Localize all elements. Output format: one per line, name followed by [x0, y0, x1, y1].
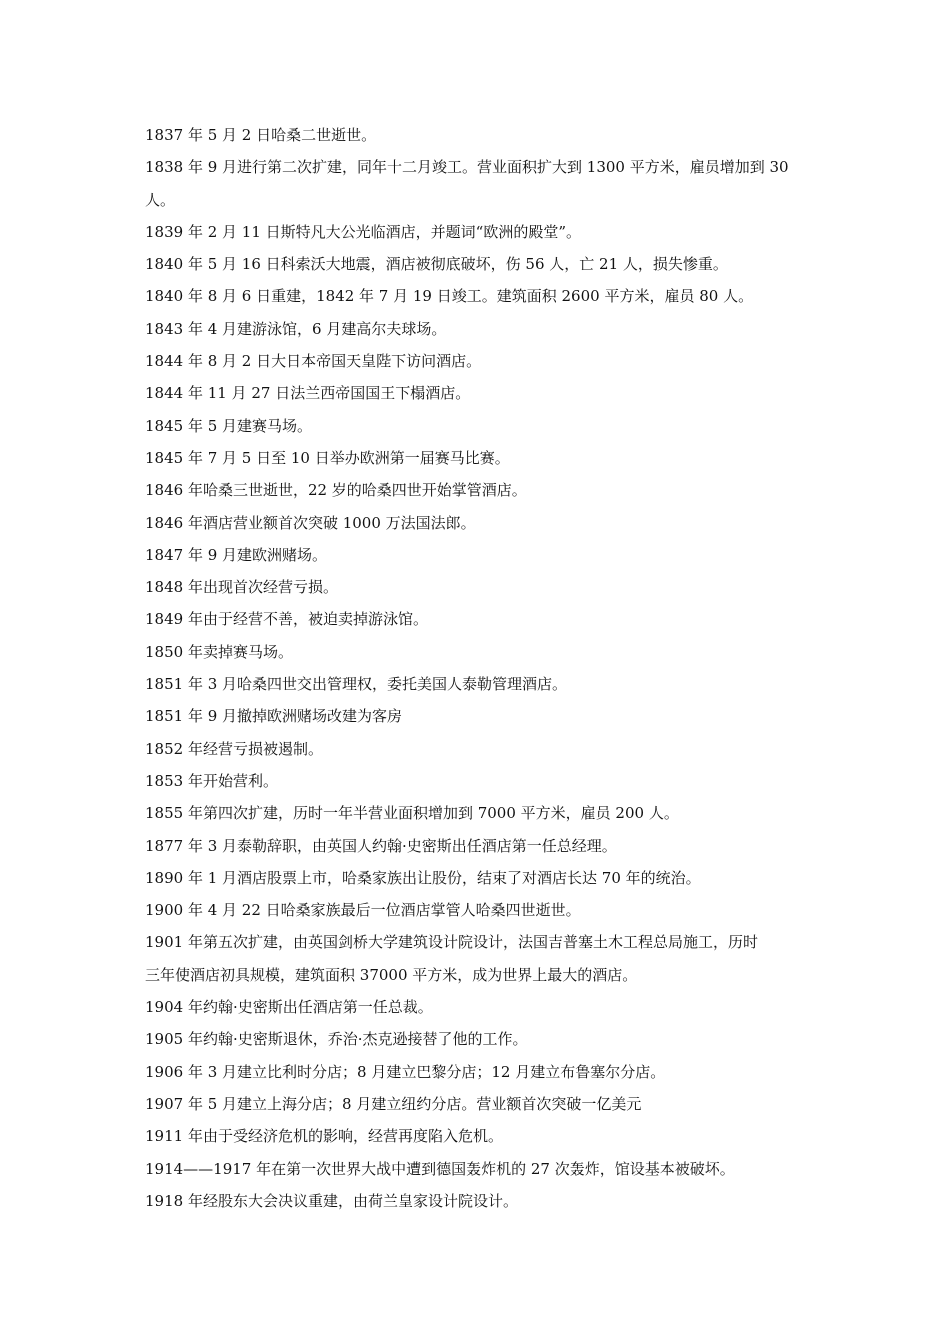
text-line-1: 1837 年 5 月 2 日哈桑二世逝世。: [145, 126, 377, 144]
text-line-3: 人。: [145, 190, 176, 209]
text-line-24: 1890 年 1 月酒店股票上市，哈桑家族出让股份，结束了对酒店长达 70 年的统治。: [145, 868, 701, 887]
text-line-4: 1839 年 2 月 11 日斯特凡大公光临酒店，并题词“欧洲的殿堂”。: [145, 222, 581, 241]
text-line-19: 1851 年 9 月撤掉欧洲赌场改建为客房: [145, 707, 403, 726]
text-line-8: 1844 年 8 月 2 日大日本帝国天皇陛下访问酒店。: [145, 352, 482, 371]
text-line-13: 1846 年酒店营业额首次突破 1000 万法国法郎。: [145, 513, 476, 532]
document-page: [145, 119, 825, 1217]
text-line-33: 1914——1917 年在第一次世界大战中遭到德国轰炸机的 27 次轰炸，馆设基本被破坏。: [145, 1159, 735, 1178]
text-line-11: 1845 年 7 月 5 日至 10 日举办欧洲第一届赛马比赛。: [145, 448, 510, 467]
text-line-9: 1844 年 11 月 27 日法兰西帝国国王下榻酒店。: [145, 384, 471, 403]
text-line-23: 1877 年 3 月泰勒辞职，由英国人约翰·史密斯出任酒店第一任总经理。: [145, 836, 617, 855]
text-line-2: 1838 年 9 月进行第二次扩建，同年十二月竣工。营业面积扩大到 1300 平方米，雇员增加到 30: [145, 158, 789, 177]
text-line-17: 1850 年卖掉赛马场。: [145, 642, 293, 661]
text-line-21: 1853 年开始营利。: [145, 771, 278, 790]
text-line-15: 1848 年出现首次经营亏损。: [145, 578, 338, 597]
text-line-28: 1904 年约翰·史密斯出任酒店第一任总裁。: [145, 998, 433, 1017]
text-line-18: 1851 年 3 月哈桑四世交出管理权，委托美国人泰勒管理酒店。: [145, 675, 568, 694]
text-line-32: 1911 年由于受经济危机的影响，经营再度陷入危机。: [145, 1127, 503, 1146]
text-line-26: 1901 年第五次扩建，由英国剑桥大学建筑设计院设计，法国吉普塞土木工程总局施工，历时: [145, 933, 758, 952]
text-line-5: 1840 年 5 月 16 日科索沃大地震，酒店被彻底破坏，伤 56 人，亡 21 人，损失惨重。: [145, 255, 728, 274]
text-line-34: 1918 年经股东大会决议重建，由荷兰皇家设计院设计。: [145, 1191, 518, 1210]
text-line-29: 1905 年约翰·史密斯退休，乔治·杰克逊接替了他的工作。: [145, 1030, 528, 1049]
text-line-10: 1845 年 5 月建赛马场。: [145, 416, 313, 435]
text-line-16: 1849 年由于经营不善，被迫卖掉游泳馆。: [145, 610, 428, 629]
text-line-14: 1847 年 9 月建欧洲赌场。: [145, 545, 328, 564]
text-line-25: 1900 年 4 月 22 日哈桑家族最后一位酒店掌管人哈桑四世逝世。: [145, 901, 581, 920]
text-line-27: 三年使酒店初具规模，建筑面积 37000 平方米，成为世界上最大的酒店。: [145, 965, 638, 984]
text-line-31: 1907 年 5 月建立上海分店；8 月建立纽约分店。营业额首次突破一亿美元: [145, 1094, 642, 1113]
text-line-30: 1906 年 3 月建立比利时分店；8 月建立巴黎分店；12 月建立布鲁塞尔分店。: [145, 1062, 666, 1081]
text-line-22: 1855 年第四次扩建，历时一年半营业面积增加到 7000 平方米，雇员 200 人。: [145, 804, 679, 823]
text-line-12: 1846 年哈桑三世逝世，22 岁的哈桑四世开始掌管酒店。: [145, 481, 527, 500]
text-line-7: 1843 年 4 月建游泳馆，6 月建高尔夫球场。: [145, 319, 447, 338]
text-line-20: 1852 年经营亏损被遏制。: [145, 739, 323, 758]
text-line-6: 1840 年 8 月 6 日重建，1842 年 7 月 19 日竣工。建筑面积 2600 平方米，雇员 80 人。: [145, 287, 754, 306]
